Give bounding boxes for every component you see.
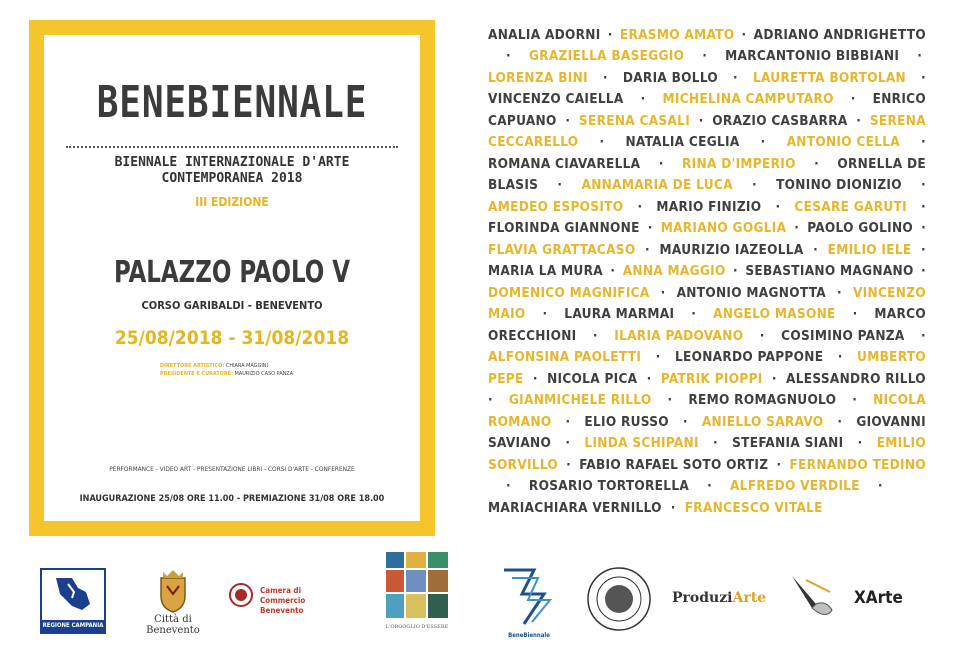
artist-line [488,110,926,132]
artist-name: ORNELLA DE [837,155,926,172]
artist-name: VINCENZO CAIELLA [488,91,624,108]
artist-name: ANNA MAGGIO [622,263,726,280]
event-poster [29,20,435,536]
separator-dot: · [776,456,782,473]
artist-name: ILARIA PADOVANO [614,327,744,344]
poster-panel [44,35,420,521]
separator-dot: · [814,155,819,172]
artist-name: GIOVANNI [856,413,926,430]
separator-dot: · [506,48,511,65]
artist-line [488,218,926,240]
artist-name: ANTONIO CELLA [786,134,900,151]
artist-line [488,497,926,519]
artist-line [488,411,926,433]
artist-line [488,24,926,46]
artist-name: ANNAMARIA DE LUCA [581,177,733,194]
artist-name: ADRIANO ANDRIGHETTO [753,26,926,43]
artist-name: TONINO DIONIZIO [776,177,902,194]
separator-dot: · [921,198,926,215]
credit-line [160,370,293,378]
artist-line [488,282,926,304]
artist-name: EMILIO [876,435,926,452]
separator-dot: · [660,284,666,301]
separator-dot: · [856,112,862,129]
benebiennale-logo [494,564,564,648]
artist-name: ANTONIO MAGNOTTA [676,284,826,301]
artist-name: SAVIANO [488,435,552,452]
artist-name: REMO ROMAGNUOLO [688,392,837,409]
artist-name: MAURIZIO IAZEOLLA [659,241,804,258]
separator-dot: · [850,91,856,108]
artist-name: ROMANA CIAVARELLA [488,155,641,172]
campania-label: REGIONE CAMPANIA [42,620,104,632]
artist-name: PAOLO GOLINO [807,220,914,237]
separator-dot: · [837,413,843,430]
artist-name: MARIACHIARA VERNILLO [488,499,662,516]
separator-dot: · [837,349,843,366]
benevento-label: Città di Benevento [146,614,200,636]
separator-dot: · [565,413,571,430]
separator-dot: · [837,284,842,301]
artist-name: ELIO RUSSO [584,413,669,430]
artist-name: ALFREDO VERDILE [729,478,860,495]
artist-name: ALESSANDRO RILLO [786,370,926,387]
separator-dot: · [702,48,708,65]
artist-name: FLAVIA GRATTACASO [488,241,636,258]
separator-dot: · [751,177,757,194]
separator-dot: · [682,413,688,430]
separator-dot: · [852,306,858,323]
artist-name: FLORINDA GIANNONE [488,220,640,237]
separator-dot: · [921,177,926,194]
artist-name: LORENZA BINI [488,69,588,86]
separator-dot: · [670,499,676,516]
artist-name: MARIA LA MURA [488,263,603,280]
separator-dot: · [658,155,664,172]
artist-name: ROMANO [488,413,552,430]
separator-dot: · [794,220,800,237]
separator-dot: · [759,327,765,344]
benebiennale-mark-icon [494,564,564,630]
artist-name: VINCENZO [852,284,926,301]
separator-dot: · [655,349,661,366]
artist-name: ORECCHIONI [488,327,577,344]
separator-dot: · [691,306,697,323]
artist-name: PEPE [488,370,524,387]
separator-dot: · [857,435,863,452]
artist-line [488,368,926,390]
artist-name: GRAZIELLA BASEGGIO [528,48,685,65]
artist-name: PATRIK PIOPPI [660,370,763,387]
artist-name: FRANCESCO VITALE [684,499,823,516]
artist-name: EMILIO IELE [827,241,912,258]
separator-dot: · [607,26,613,43]
artist-name: MARIANO GOGLIA [660,220,787,237]
artist-name: RINA D'IMPERIO [682,155,796,172]
produziarte-logo [672,590,772,606]
artist-name: FERNANDO TEDINO [789,456,926,473]
artist-name: GIANMICHELE RILLO [508,392,652,409]
chamber-seal-icon [228,582,254,608]
artist-line [488,196,926,218]
separator-dot: · [640,91,646,108]
produzi-label: Produzi [672,590,733,606]
separator-dot: · [921,241,926,258]
orgoglio-label: L'ORGOGLIO D'ESSERE [385,624,449,630]
artist-name: SORVILLO [488,456,559,473]
separator-dot: · [877,478,883,495]
artist-line [488,325,926,347]
orgoglio-mosaic-icon [384,548,450,622]
xarte-logo: XArte [854,588,903,608]
separator-dot: · [921,263,926,280]
artist-line [488,89,926,111]
separator-dot: · [565,112,571,129]
separator-dot: · [733,263,738,280]
separator-dot: · [707,478,712,495]
artist-name: STEFANIA SIANI [732,435,844,452]
separator-dot: · [645,241,650,258]
separator-dot: · [760,134,766,151]
camera-commercio-logo [228,582,356,618]
artist-line [488,67,926,89]
artist-line [488,239,926,261]
credit-value: MAURIZIO CASO PANZA [234,371,294,377]
artist-name: AMEDEO ESPOSITO [488,198,624,215]
artist-line [488,261,926,283]
artist-line [488,390,926,412]
separator-dot: · [488,392,493,409]
separator-dot: · [852,392,858,409]
credit-label: DIRETTORE ARTISTICO: [160,363,225,369]
artist-line [488,304,926,326]
artist-name: ANALIA ADORNI [488,26,601,43]
artist-name: MICHELINA CAMPUTARO [662,91,834,108]
poster-address: CORSO GARIBALDI - BENEVENTO [141,299,323,312]
artist-line [488,433,926,455]
artist-name: SERENA CASALI [578,112,691,129]
coat-of-arms-icon [153,568,193,616]
accademia-seal-logo [586,566,652,632]
artist-name: CECCARELLO [488,134,579,151]
palette-knife-icon [786,570,836,626]
artist-name: SEBASTIANO MAGNANO [745,263,914,280]
poster-subtitle-line2: CONTEMPORANEA 2018 [161,171,303,186]
artist-name: ENRICO [872,91,926,108]
separator-dot: · [921,220,926,237]
campania-emblem-icon [42,570,104,620]
artist-name: ERASMO AMATO [619,26,735,43]
separator-dot: · [775,198,781,215]
separator-dot: · [557,177,563,194]
artist-name: DARIA BOLLO [622,69,719,86]
separator-dot: · [921,69,926,86]
separator-dot: · [667,392,673,409]
artist-name: MARIO FINIZIO [656,198,762,215]
separator-dot: · [532,370,538,387]
artist-name: BLASIS [488,177,539,194]
separator-dot: · [610,263,616,280]
separator-dot: · [921,134,926,151]
artist-name: DOMENICO MAGNIFICA [488,284,650,301]
benebiennale-label: BeneBiennale [508,632,550,639]
separator-dot: · [566,456,572,473]
artist-name: NICOLA PICA [547,370,638,387]
separator-dot: · [646,370,652,387]
artist-name: MARCANTONIO BIBBIANI [725,48,900,65]
credit-line [160,362,293,370]
dotted-divider [66,146,398,148]
academy-seal-icon [586,566,652,632]
poster-edition: III EDIZIONE [195,195,269,209]
artist-name: LEONARDO PAPPONE [674,349,824,366]
poster-title: BENEBIENNALE [96,77,368,128]
separator-dot: · [599,134,605,151]
artist-name: UMBERTO [857,349,926,366]
artist-line [488,132,926,154]
artist-line [488,347,926,369]
separator-dot: · [602,69,608,86]
artist-list [488,24,926,519]
artist-name: CESARE GARUTI [794,198,907,215]
separator-dot: · [565,435,571,452]
palette-knife-logo [786,570,836,626]
artist-name: LAURA MARMAI [564,306,675,323]
poster-dates: 25/08/2018 - 31/08/2018 [114,327,350,349]
separator-dot: · [713,435,718,452]
separator-dot: · [771,370,777,387]
separator-dot: · [921,327,926,344]
separator-dot: · [592,327,598,344]
artist-name: ANGELO MASONE [713,306,836,323]
credit-value: CHIARA MAGGINI [225,363,268,369]
camera-label: Camera di Commercio Benevento [260,586,306,615]
arte-label: Arte [732,590,767,606]
artist-line [488,46,926,68]
artist-name: MAIO [488,306,526,323]
separator-dot: · [506,478,511,495]
artist-line [488,454,926,476]
artist-name: ROSARIO TORTORELLA [528,478,690,495]
poster-activities: PERFORMANCE - VIDEO ART - PRESENTAZIONE LIBRI - CORSI D'ARTE - CONFERENZE [109,465,355,473]
credit-label: PRESIDENTE E CURATORE: [160,371,234,377]
artist-name: NATALIA CEGLIA [625,134,740,151]
citta-benevento-logo [128,568,218,636]
separator-dot: · [542,306,548,323]
separator-dot: · [733,69,738,86]
poster-venue: PALAZZO PAOLO V [113,255,351,290]
artist-name: SERENA [869,112,926,129]
artist-name: FABIO RAFAEL SOTO ORTIZ [579,456,769,473]
orgoglio-logo [384,548,450,652]
regione-campania-logo [40,568,106,634]
poster-credits [160,362,293,378]
artist-name: LAURETTA BORTOLAN [752,69,907,86]
poster-opening: INAUGURAZIONE 25/08 ORE 11.00 - PREMIAZIONE 31/08 ORE 18.00 [79,494,385,504]
artist-line [488,175,926,197]
separator-dot: · [917,48,923,65]
artist-name: MARCO [874,306,926,323]
separator-dot: · [698,112,704,129]
separator-dot: · [647,220,653,237]
artist-name: COSIMINO PANZA [781,327,905,344]
artist-name: ANIELLO SARAVO [701,413,824,430]
separator-dot: · [741,26,747,43]
poster-subtitle-line1: BIENNALE INTERNAZIONALE D'ARTE [114,155,350,170]
artist-name: CAPUANO [488,112,557,129]
artist-line [488,476,926,498]
separator-dot: · [637,198,643,215]
separator-dot: · [813,241,819,258]
artist-name: ORAZIO CASBARRA [712,112,848,129]
artist-name: NICOLA [873,392,926,409]
artist-name: ALFONSINA PAOLETTI [488,349,642,366]
artist-line [488,153,926,175]
artist-name: LINDA SCHIPANI [584,435,699,452]
